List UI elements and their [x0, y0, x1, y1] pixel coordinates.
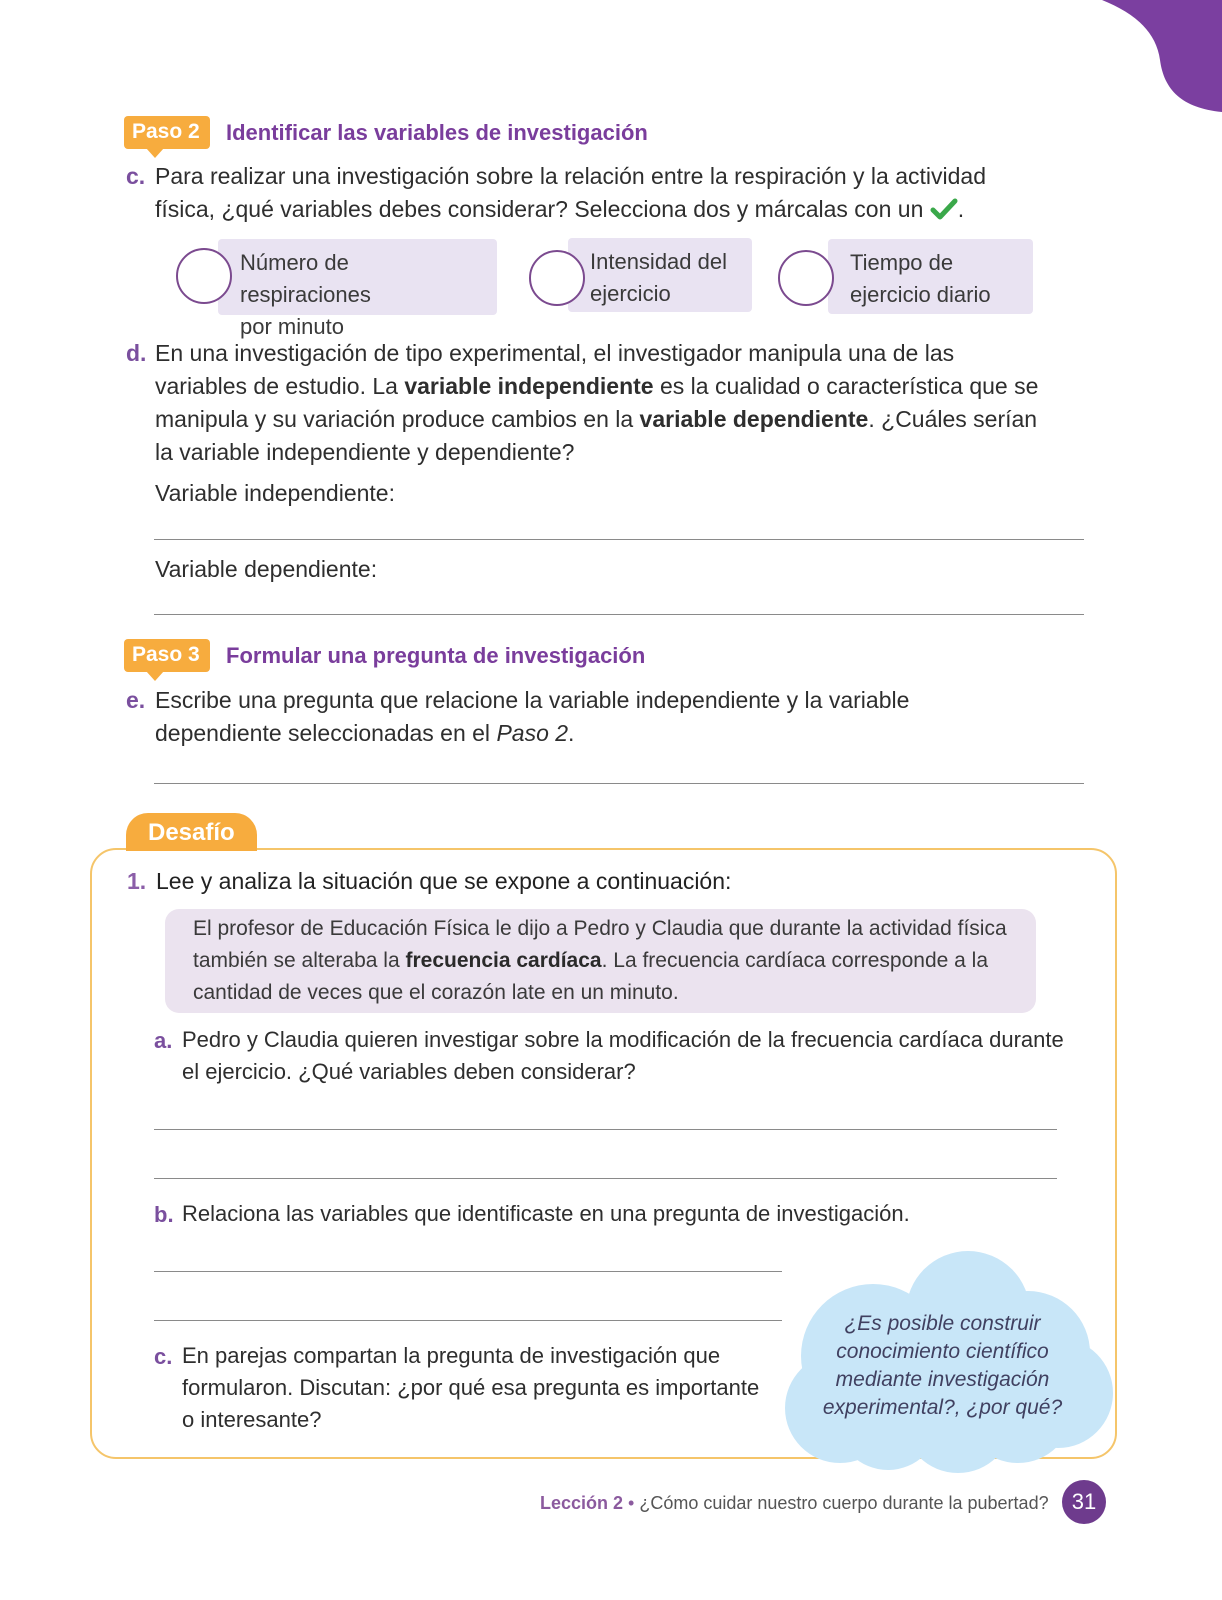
footer-lesson-title: ¿Cómo cuidar nuestro cuerpo durante la pubertad?	[639, 1493, 1049, 1513]
option-tiempo[interactable]	[828, 239, 1033, 314]
cloud-question-text	[800, 1310, 1085, 1422]
option-tiempo-line1: Tiempo de	[850, 250, 954, 275]
desafio-question-c-line3: o interesante?	[182, 1407, 322, 1432]
desafio-question-letter-a: a.	[154, 1028, 173, 1053]
variable-dependiente-label: Variable dependiente:	[155, 556, 378, 582]
question-c-text	[155, 160, 1115, 226]
desafio-question-1-text: Lee y analiza la situación que se expone a continuación:	[156, 868, 732, 894]
desafio-question-b-answer-line-1[interactable]	[154, 1271, 782, 1272]
variable-dependiente-answer-line[interactable]	[154, 614, 1084, 615]
option-intensidad-line2: ejercicio	[590, 281, 671, 306]
option-respiraciones-line2: por minuto	[240, 314, 344, 339]
desafio-question-a-text	[182, 1024, 1082, 1088]
context-line3: cantidad de veces que el corazón late en un minuto.	[193, 981, 679, 1004]
desafio-question-a-line2: el ejercicio. ¿Qué variables deben considerar?	[182, 1059, 636, 1084]
question-e-answer-line[interactable]	[154, 783, 1084, 784]
cloud-line3: mediante investigación	[835, 1368, 1050, 1391]
desafio-question-b-answer-line-2[interactable]	[154, 1320, 782, 1321]
corner-blob-decoration	[1102, 0, 1222, 112]
option-intensidad-checkbox[interactable]	[529, 250, 585, 306]
variable-independiente-answer-line[interactable]	[154, 539, 1084, 540]
question-c-line1: Para realizar una investigación sobre la relación entre la respiración y la actividad	[155, 163, 986, 189]
option-respiraciones[interactable]	[218, 239, 497, 339]
question-d-line3: manipula y su variación produce cambios en la variable dependiente. ¿Cuáles serían	[155, 406, 1038, 432]
option-intensidad-line1: Intensidad del	[590, 249, 727, 274]
question-d-line1: En una investigación de tipo experimental, el investigador manipula una de las	[155, 340, 955, 366]
question-c-line2: física, ¿qué variables debes considerar? Selecciona dos y márcalas con un .	[155, 196, 965, 222]
question-letter-e: e.	[126, 687, 146, 713]
footer-lesson	[540, 1493, 1049, 1514]
footer-lesson-label: Lección 2	[540, 1493, 624, 1513]
desafio-question-a-answer-line-2[interactable]	[154, 1178, 1057, 1179]
question-d-line2: variables de estudio. La variable independiente es la cualidad o característica que se	[155, 373, 1039, 399]
desafio-question-c-line2: formularon. Discutan: ¿por qué esa pregunta es importante	[182, 1375, 760, 1400]
page-number: 31	[1062, 1480, 1106, 1524]
desafio-question-letter-c: c.	[154, 1344, 173, 1369]
question-letter-c: c.	[126, 163, 146, 189]
question-e-text	[155, 684, 1115, 750]
question-e-line2: dependiente seleccionadas en el Paso 2.	[155, 720, 575, 746]
cloud-line1: ¿Es posible construir	[844, 1312, 1041, 1335]
desafio-question-a-answer-line-1[interactable]	[154, 1129, 1057, 1130]
desafio-question-number-1: 1.	[127, 868, 147, 894]
desafio-question-c-text	[182, 1340, 782, 1436]
variable-independiente-label: Variable independiente:	[155, 480, 395, 506]
desafio-question-c-line1: En parejas compartan la pregunta de investigación que	[182, 1343, 721, 1368]
desafio-question-letter-b: b.	[154, 1202, 174, 1227]
question-d-line4: la variable independiente y dependiente?	[155, 439, 575, 465]
question-letter-d: d.	[126, 340, 147, 366]
check-icon	[930, 197, 958, 221]
desafio-tab: Desafío	[126, 813, 257, 851]
footer-separator: •	[623, 1493, 640, 1513]
option-intensidad[interactable]	[568, 238, 752, 312]
question-d-text	[155, 337, 1115, 469]
option-tiempo-line2: ejercicio diario	[850, 282, 991, 307]
question-e-line1: Escribe una pregunta que relacione la variable independiente y la variable	[155, 687, 910, 713]
step-tag-paso-2: Paso 2	[124, 116, 210, 149]
option-respiraciones-checkbox[interactable]	[176, 248, 232, 304]
situation-context-box	[165, 909, 1036, 1013]
desafio-question-b-text: Relaciona las variables que identificaste en una pregunta de investigación.	[182, 1201, 910, 1226]
cloud-line4: experimental?, ¿por qué?	[822, 1396, 1063, 1419]
context-line1: El profesor de Educación Física le dijo a Pedro y Claudia que durante la actividad física	[193, 917, 1007, 940]
step-title-paso-3: Formular una pregunta de investigación	[226, 643, 646, 668]
desafio-question-a-line1: Pedro y Claudia quieren investigar sobre la modificación de la frecuencia cardíaca durante	[182, 1027, 1064, 1052]
context-line2: también se alteraba la frecuencia cardíaca. La frecuencia cardíaca corresponde a la	[193, 949, 988, 972]
cloud-line2: conocimiento científico	[836, 1340, 1049, 1363]
step-title-paso-2: Identificar las variables de investigación	[226, 120, 648, 145]
option-respiraciones-line1: Número de respiraciones	[240, 250, 371, 307]
step-tag-paso-3: Paso 3	[124, 639, 210, 672]
option-tiempo-checkbox[interactable]	[778, 250, 834, 306]
